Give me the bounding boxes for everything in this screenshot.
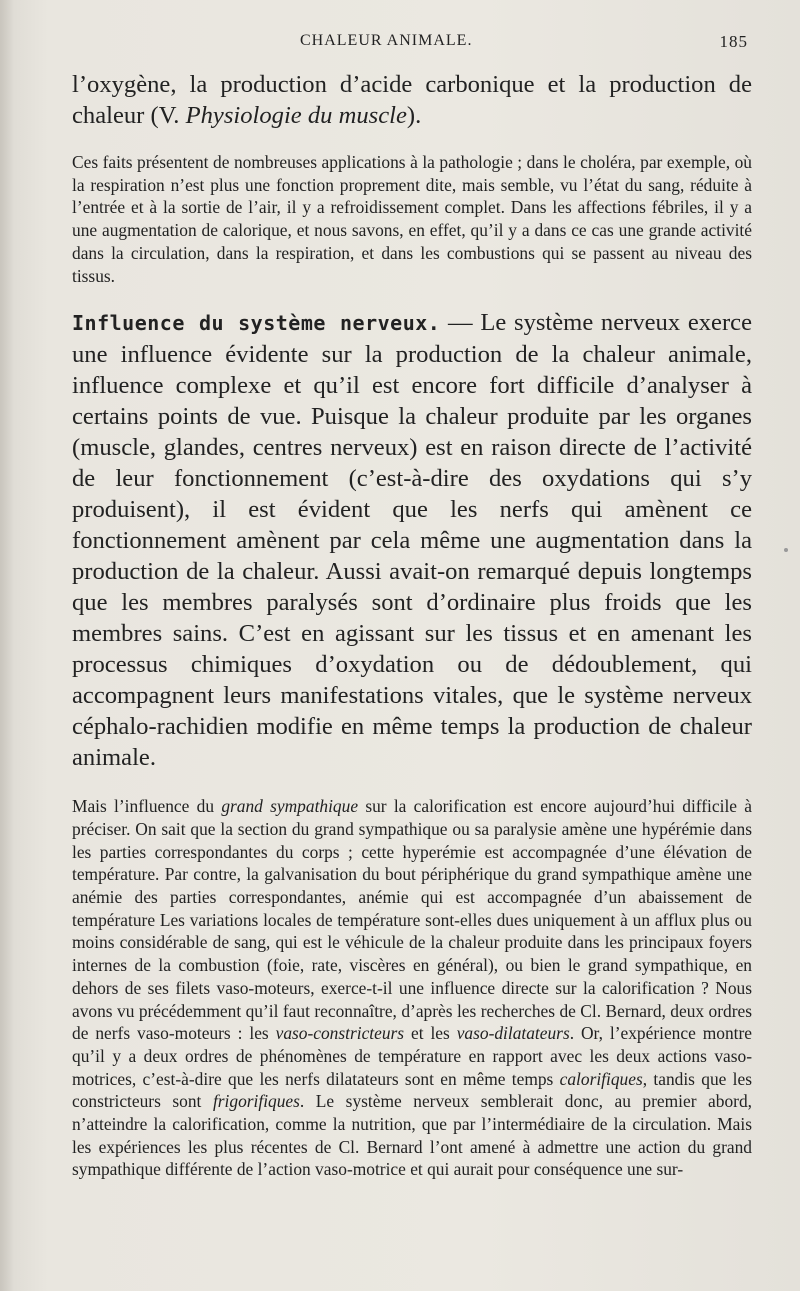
paragraph-text: — Le système nerveux exerce une influence évidente sur la production de la chaleur animale, influence complexe et qu’il est encore fort difficile d’analyser à certains points de vue. Puisque la chaleur produite par les organes (muscle, glandes, centres nerveux) est en raison directe de l’activité de leur fonctionnement (c’est-à-dire des oxydations qui s’y produisent), il est évident que les nerfs qui amènent ce fonctionnement amènent par cela même une augmentation dans la production de la chaleur. Aussi avait-on remarqué depuis longtemps que les membres paralysés sont d’ordinaire plus froids que les membres sains. C’est en agissant sur les tissus et en amenant les processus chimiques d’oxydation ou de dédoublement, qui accompagnent leurs manifestations vitales, que le système nerveux céphalo-rachidien modifie en même temps la production de chaleur animale. (72, 309, 752, 772)
paragraph-text: , tandis que les constricteurs sont (72, 1068, 753, 1112)
margin-dot (784, 548, 788, 552)
italic-term: calorifiques (559, 1068, 643, 1089)
gutter-shadow (0, 0, 14, 1291)
paragraph-text: Ces faits présentent de nombreuses applications à la pathologie ; dans le choléra, par exemple, où la respiration n’est plus une fonction proprement dite, mais semble, vu l’état du sang, réduite à l’entrée et à la sortie de l’air, il y a refroidissement complet. Dans les affections fébriles, il y a une augmentation de calorique, et nous savons, en effet, qu’il y a dans ce cas une grande activité dans la circulation, dans la respiration, et dans les combustions qui se passent au niveau des tissus. (72, 152, 752, 286)
page-header (72, 0, 752, 51)
page-number: 185 (719, 32, 748, 51)
running-head: CHALEUR ANIMALE. (300, 32, 473, 49)
paragraph-text: ). (406, 102, 422, 129)
paragraph-text: l’oxygène, la production d’acide carbonique et la production de chaleur (V. (72, 71, 752, 129)
italic-reference: Physiologie du muscle (185, 102, 407, 129)
paragraph-text: sur la calorification est encore aujourd’hui difficile à préciser. On sait que la section du grand sympathique ou sa paralysie amène une hypérémie dans les parties correspondantes du corps ; cette hyperémie est accompagnée d’une élévation de température. Par contre, la galvanisation du bout périphérique du grand sympathique amène une anémie des parties correspondantes, anémie qui est accompagnée d’un abaissement de température Les variations locales de température sont-elles dues uniquement à un afflux plus ou moins considérable de sang, qui est le véhicule de la chaleur produite dans les principaux foyers internes de la combustion (foie, rate, viscères en général), ou bien le grand sympathique, en dehors de ses filets vaso-moteurs, exerce-t-il une influence directe sur la calorification ? Nous avons vu précédemment qu’il faut reconnaître, d’après les recherches de Cl. Bernard, deux ordres de nerfs vaso-moteurs : les (72, 796, 752, 1044)
italic-term: vaso-constricteurs (275, 1023, 405, 1044)
italic-term: vaso-dilatateurs (456, 1023, 570, 1044)
section-heading: Influence du système nerveux. (72, 311, 441, 336)
paragraph-text: Mais l’influence du (72, 796, 222, 817)
paragraph-text: et les (404, 1023, 457, 1044)
paragraph-oxygene (72, 69, 752, 131)
paragraph-text: . Or, l’expérience montre qu’il y a deux ordres de phénomènes de température en rapport avec les deux actions vaso-motrices, c’est-à-dire que les nerfs dilatateurs sont en même temps (72, 1023, 752, 1089)
italic-term: frigorifiques (212, 1091, 300, 1112)
italic-term: grand sympathique (221, 796, 359, 817)
paragraph-text: . Le système nerveux semblerait donc, au premier abord, n’atteindre la calorification, comme la nutrition, que par l’intermédiaire de la circulation. Mais les expériences les plus récentes de Cl. Bernard l’ont amené à admettre une action du grand sympathique différente de l’action vaso-motrice et qui aurait pour conséquence une sur- (72, 1091, 752, 1180)
paragraph-systeme-nerveux (72, 307, 752, 773)
paragraph-grand-sympathique (72, 795, 752, 1181)
paragraph-pathologie (72, 151, 752, 287)
